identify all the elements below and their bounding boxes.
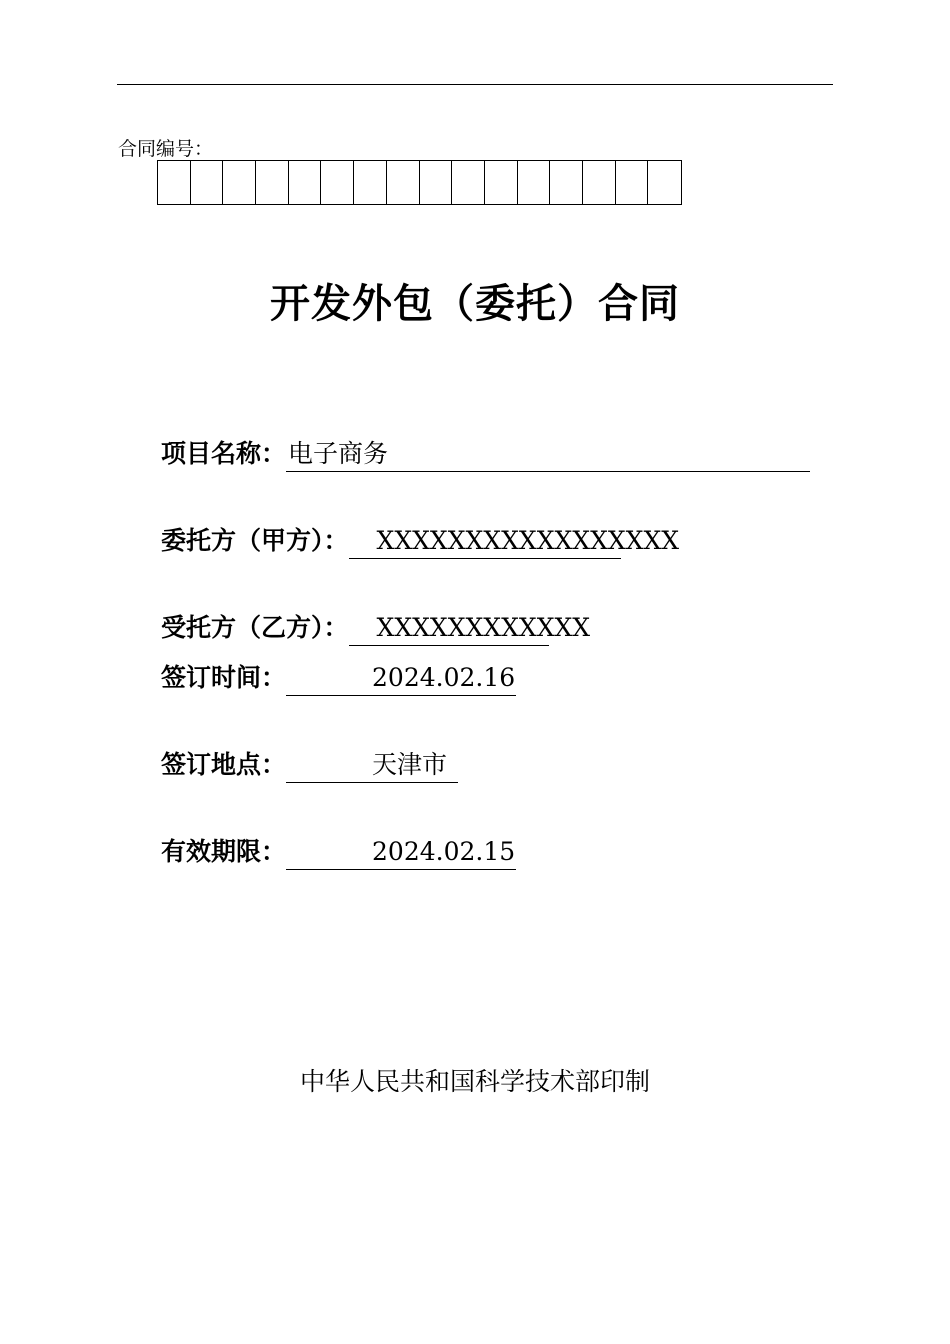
contract-number-box[interactable] xyxy=(321,161,354,204)
party-a-value[interactable]: XXXXXXXXXXXXXXXXX xyxy=(349,525,621,559)
contract-number-box[interactable] xyxy=(223,161,256,204)
document-title: 开发外包（委托）合同 xyxy=(270,281,680,327)
contract-number-box[interactable] xyxy=(158,161,191,204)
signing-date-label: 签订时间： xyxy=(161,663,287,692)
contract-number-boxes[interactable] xyxy=(157,160,682,205)
field-signing-date xyxy=(161,662,516,696)
field-project-name xyxy=(161,438,810,472)
top-rule xyxy=(117,84,833,85)
contract-number-box[interactable] xyxy=(648,161,681,204)
contract-number-box[interactable] xyxy=(256,161,289,204)
signing-date-value[interactable]: 2024.02.16 xyxy=(286,662,516,696)
contract-number-box[interactable] xyxy=(354,161,387,204)
contract-number-box[interactable] xyxy=(452,161,485,204)
party-b-label: 受托方（乙方）： xyxy=(161,613,349,642)
signing-place-value[interactable]: 天津市 xyxy=(286,749,458,783)
field-party-b xyxy=(161,612,591,646)
contract-number-box[interactable] xyxy=(518,161,551,204)
valid-until-value[interactable]: 2024.02.15 xyxy=(286,836,516,870)
contract-number-box[interactable] xyxy=(387,161,420,204)
printer-footer: 中华人民共和国科学技术部印制 xyxy=(299,1067,650,1096)
contract-number-box[interactable] xyxy=(420,161,453,204)
party-b-value[interactable]: XXXXXXXXXXXX xyxy=(349,612,549,646)
project-name-value[interactable]: 电子商务 xyxy=(286,438,810,472)
contract-number-box[interactable] xyxy=(616,161,649,204)
field-party-a xyxy=(161,525,680,559)
field-valid-until xyxy=(161,836,516,870)
contract-number-box[interactable] xyxy=(289,161,322,204)
contract-number-box[interactable] xyxy=(583,161,616,204)
project-name-label: 项目名称： xyxy=(161,439,287,468)
party-a-label: 委托方（甲方）： xyxy=(161,526,349,555)
field-signing-place xyxy=(161,749,458,783)
contract-number-box[interactable] xyxy=(550,161,583,204)
valid-until-label: 有效期限： xyxy=(161,837,287,866)
contract-number-box[interactable] xyxy=(485,161,518,204)
contract-number-box[interactable] xyxy=(191,161,224,204)
signing-place-label: 签订地点： xyxy=(161,750,287,779)
contract-number-label: 合同编号： xyxy=(118,138,214,160)
